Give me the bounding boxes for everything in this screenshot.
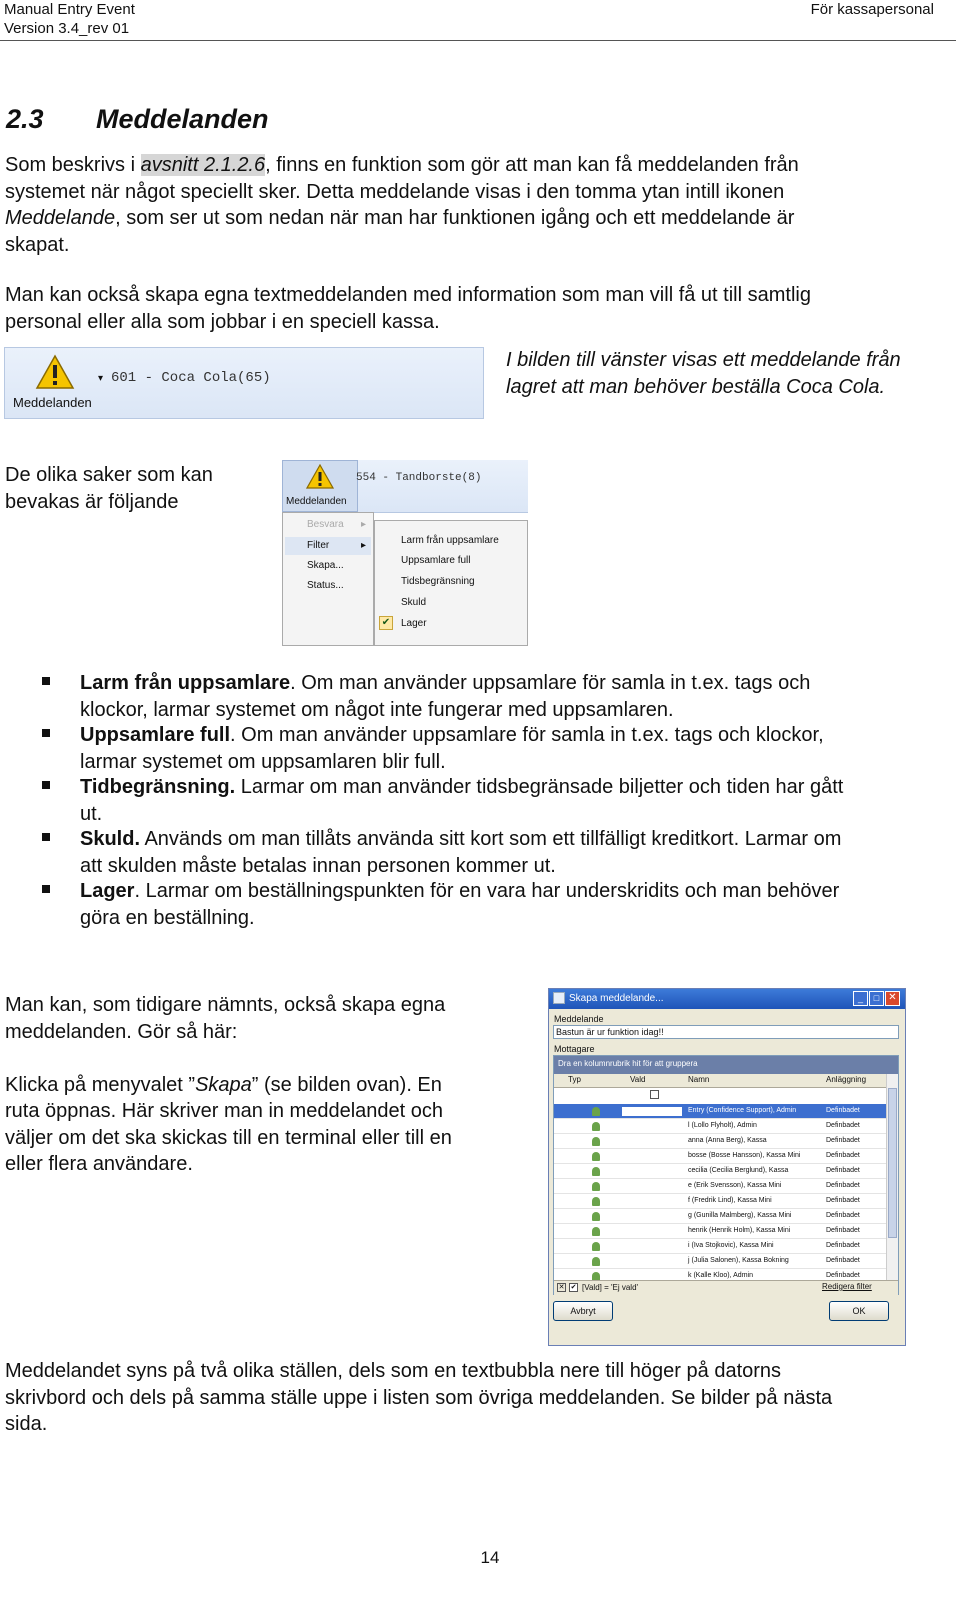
chevron-right-icon: ▸ bbox=[361, 540, 367, 551]
bullet-text: att skulden måste betalas innan personen kommer ut. bbox=[80, 854, 556, 877]
header-version: Version 3.4_rev 01 bbox=[4, 20, 130, 37]
para-text: meddelanden. Gör så här: bbox=[5, 1020, 238, 1043]
select-checkbox[interactable] bbox=[622, 1227, 682, 1236]
bullet-item bbox=[80, 826, 960, 879]
intro-paragraph bbox=[5, 152, 955, 258]
cell-facility: Definbadet bbox=[826, 1167, 860, 1174]
cancel-button[interactable]: Avbryt bbox=[553, 1301, 613, 1321]
bullet-term: Lager bbox=[80, 880, 135, 902]
group-panel bbox=[554, 1056, 898, 1074]
filter-bar bbox=[554, 1280, 898, 1295]
user-icon bbox=[592, 1227, 600, 1236]
intro-italic: Meddelande bbox=[5, 207, 116, 229]
intro-text: Som beskrivs i bbox=[5, 154, 141, 176]
intro-text: , finns en funktion som gör att man kan få meddelanden från bbox=[265, 154, 799, 176]
select-checkbox[interactable] bbox=[622, 1242, 682, 1251]
bullet-term: Skuld. bbox=[80, 828, 141, 850]
select-checkbox[interactable] bbox=[622, 1197, 682, 1206]
table-row[interactable] bbox=[554, 1194, 886, 1209]
user-icon bbox=[592, 1167, 600, 1176]
column-anlaggning[interactable]: Anläggning bbox=[826, 1075, 867, 1084]
grid-rows bbox=[554, 1104, 886, 1280]
caption-text: I bilden till vänster visas ett meddelande från bbox=[506, 349, 901, 371]
cell-name: g (Gunilla Malmberg), Kassa Mini bbox=[688, 1212, 792, 1219]
para-text: Man kan också skapa egna textmeddelanden med information som man vill få ut till samtlig bbox=[5, 284, 811, 306]
paragraph-4 bbox=[5, 992, 535, 1178]
cell-facility: Definbadet bbox=[826, 1152, 860, 1159]
bullet-text: . Larmar om beställningspunkten för en vara har underskridits och man behöver bbox=[134, 880, 840, 902]
para-text: väljer om det ska skickas till en terminal eller till en bbox=[5, 1126, 452, 1149]
cell-name: cecilia (Cecilia Berglund), Kassa bbox=[688, 1167, 789, 1174]
user-icon bbox=[592, 1242, 600, 1251]
table-row[interactable] bbox=[554, 1134, 886, 1149]
intro-text: systemet när något speciellt sker. Detta meddelande visas i den tomma ytan intill ikonen bbox=[5, 180, 785, 203]
bullet-text: Används om man tillåts använda sitt kort som ett tillfälligt kreditkort. Larmar om bbox=[140, 828, 842, 850]
section-number: 2.3 bbox=[6, 104, 44, 134]
menu-item-status[interactable]: Status... bbox=[307, 580, 344, 591]
para-italic: Skapa bbox=[195, 1073, 252, 1096]
submenu-item-skuld[interactable]: Skuld bbox=[401, 597, 427, 608]
user-icon bbox=[592, 1212, 600, 1221]
table-row[interactable] bbox=[554, 1104, 886, 1119]
menu-screenshot bbox=[282, 460, 528, 646]
section-title: Meddelanden bbox=[96, 104, 269, 134]
select-checkbox[interactable] bbox=[622, 1107, 682, 1116]
para-text: ” (se bilden ovan). En bbox=[251, 1073, 442, 1096]
message-field-label: Meddelande bbox=[554, 1014, 604, 1024]
table-row[interactable] bbox=[554, 1224, 886, 1239]
maximize-icon[interactable]: □ bbox=[869, 991, 884, 1006]
group-hint: Dra en kolumnrubrik hit för att gruppera bbox=[558, 1059, 698, 1068]
cell-name: bosse (Bosse Hansson), Kassa Mini bbox=[688, 1152, 801, 1159]
bullet-marker bbox=[42, 833, 50, 841]
user-icon bbox=[592, 1107, 600, 1116]
table-row[interactable] bbox=[554, 1179, 886, 1194]
paragraph-2 bbox=[5, 282, 955, 335]
table-row[interactable] bbox=[554, 1209, 886, 1224]
bullet-marker bbox=[42, 781, 50, 789]
bullet-term: Tidbegränsning. bbox=[80, 776, 236, 798]
menu-item-skapa[interactable]: Skapa... bbox=[307, 560, 344, 571]
header-rule bbox=[0, 40, 956, 41]
grid-header bbox=[554, 1074, 886, 1088]
paragraph-3 bbox=[5, 462, 265, 515]
cell-name: l (Lollo Flyholt), Admin bbox=[688, 1122, 757, 1129]
create-message-dialog bbox=[548, 988, 906, 1346]
message-bar-screenshot bbox=[4, 347, 484, 419]
para-text: Klicka på menyvalet ” bbox=[5, 1073, 196, 1096]
bullet-text: . Om man använder uppsamlare för samla in t.ex. tags och klockor, bbox=[230, 724, 824, 746]
select-checkbox[interactable] bbox=[622, 1212, 682, 1221]
bullet-item bbox=[80, 774, 960, 827]
para-text: bevakas är följande bbox=[5, 490, 179, 513]
user-icon bbox=[592, 1152, 600, 1161]
cell-facility: Definbadet bbox=[826, 1197, 860, 1204]
recipients-label: Mottagare bbox=[554, 1044, 595, 1054]
section-link[interactable]: avsnitt 2.1.2.6 bbox=[140, 154, 266, 176]
bullet-text: ut. bbox=[80, 802, 103, 825]
cell-facility: Definbadet bbox=[826, 1272, 860, 1279]
edit-filter-link[interactable]: Redigera filter bbox=[822, 1282, 872, 1291]
bullet-marker bbox=[42, 729, 50, 737]
select-checkbox[interactable] bbox=[622, 1257, 682, 1266]
cell-name: j (Julia Salonen), Kassa Bokning bbox=[688, 1257, 789, 1264]
bullet-term: Larm från uppsamlare bbox=[80, 672, 291, 694]
recipients-grid bbox=[553, 1055, 899, 1295]
intro-text: skapat. bbox=[5, 233, 70, 256]
submenu-item-larm[interactable]: Larm från uppsamlare bbox=[401, 535, 499, 546]
submenu-item-tidsbegransning[interactable]: Tidsbegränsning bbox=[401, 576, 475, 587]
bullet-item bbox=[80, 670, 960, 723]
meddelanden-label[interactable]: Meddelanden bbox=[13, 395, 92, 410]
caption-text: lagret att man behöver beställa Coca Cola. bbox=[506, 375, 886, 398]
warning-icon bbox=[35, 354, 75, 390]
user-icon bbox=[592, 1122, 600, 1131]
bullet-item bbox=[80, 722, 960, 775]
cell-facility: Definbadet bbox=[826, 1137, 860, 1144]
para-text: Meddelandet syns på två olika ställen, dels som en textbubbla nere till höger på datorns bbox=[5, 1360, 782, 1382]
menu-item-filter[interactable]: Filter bbox=[307, 540, 330, 551]
bullet-text: göra en beställning. bbox=[80, 906, 255, 929]
dialog-title: Skapa meddelande... bbox=[569, 993, 664, 1004]
filter-submenu bbox=[374, 520, 528, 646]
filter-enabled-checkbox[interactable]: ✔ bbox=[570, 1284, 577, 1291]
table-row[interactable] bbox=[554, 1254, 886, 1269]
close-icon[interactable]: ✕ bbox=[885, 991, 900, 1006]
para-text: Man kan, som tidigare nämnts, också skapa egna bbox=[5, 994, 446, 1016]
paragraph-5 bbox=[5, 1358, 955, 1438]
para-text: personal eller alla som jobbar i en speciell kassa. bbox=[5, 310, 440, 333]
cell-facility: Definbadet bbox=[826, 1107, 860, 1114]
header-audience: För kassapersonal bbox=[810, 1, 934, 18]
ok-button[interactable]: OK bbox=[829, 1301, 889, 1321]
vertical-scrollbar[interactable] bbox=[886, 1074, 898, 1280]
filter-text: [Vald] = 'Ej vald' bbox=[582, 1283, 639, 1292]
message-text[interactable]: 554 - Tandborste(8) bbox=[356, 472, 482, 484]
cell-name: henrik (Henrik Holm), Kassa Mini bbox=[688, 1227, 791, 1234]
user-icon bbox=[592, 1182, 600, 1191]
select-checkbox[interactable] bbox=[622, 1122, 682, 1131]
para-text: eller flera användare. bbox=[5, 1153, 193, 1175]
table-row[interactable] bbox=[554, 1149, 886, 1164]
para-text: De olika saker som kan bbox=[5, 464, 213, 486]
cell-facility: Definbadet bbox=[826, 1227, 860, 1234]
cell-facility: Definbadet bbox=[826, 1182, 860, 1189]
bullet-text: larmar systemet om uppsamlaren blir full. bbox=[80, 750, 446, 773]
select-checkbox[interactable] bbox=[622, 1152, 682, 1161]
user-icon bbox=[592, 1137, 600, 1146]
warning-icon bbox=[306, 464, 334, 490]
cell-facility: Definbadet bbox=[826, 1242, 860, 1249]
table-row[interactable] bbox=[554, 1164, 886, 1179]
bullet-item bbox=[80, 878, 960, 931]
intro-text: , som ser ut som nedan när man har funktionen igång och ett meddelande är bbox=[115, 207, 795, 229]
page-number: 14 bbox=[480, 1548, 500, 1567]
message-text[interactable]: 601 - Coca Cola(65) bbox=[111, 370, 271, 386]
user-icon bbox=[592, 1197, 600, 1206]
bullet-text: Larmar om man använder tidsbegränsade biljetter och tiden har gått bbox=[235, 776, 844, 798]
dropdown-arrow-icon[interactable]: ▾ bbox=[98, 373, 104, 384]
menu-item-besvara[interactable]: Besvara bbox=[307, 519, 344, 530]
scrollbar-thumb[interactable] bbox=[888, 1088, 897, 1238]
cell-name: Entry (Confidence Support), Admin bbox=[688, 1107, 797, 1114]
select-checkbox[interactable] bbox=[622, 1167, 682, 1176]
cell-facility: Definbadet bbox=[826, 1257, 860, 1264]
cell-name: i (Iva Stojkovic), Kassa Mini bbox=[688, 1242, 774, 1249]
clear-filter-icon[interactable]: ✕ bbox=[558, 1284, 565, 1291]
message-input[interactable] bbox=[553, 1025, 899, 1039]
cell-name: f (Fredrik Lind), Kassa Mini bbox=[688, 1197, 772, 1204]
cell-name: anna (Anna Berg), Kassa bbox=[688, 1137, 767, 1144]
bullet-term: Uppsamlare full bbox=[80, 724, 231, 746]
chevron-right-icon: ▸ bbox=[361, 519, 367, 530]
figure1-caption bbox=[506, 347, 956, 400]
table-row[interactable] bbox=[554, 1119, 886, 1134]
app-icon bbox=[553, 992, 565, 1004]
bullet-text: . Om man använder uppsamlare för samla in t.ex. tags och bbox=[290, 672, 811, 694]
context-menu bbox=[282, 512, 374, 646]
select-checkbox[interactable] bbox=[622, 1137, 682, 1146]
submenu-item-lager[interactable]: Lager bbox=[401, 618, 427, 629]
column-namn[interactable]: Namn bbox=[688, 1075, 710, 1084]
submenu-item-uppsamlare-full[interactable]: Uppsamlare full bbox=[401, 555, 471, 566]
check-icon: ✔ bbox=[379, 616, 393, 630]
user-icon bbox=[592, 1257, 600, 1266]
meddelanden-label[interactable]: Meddelanden bbox=[286, 496, 347, 507]
table-row[interactable] bbox=[554, 1239, 886, 1254]
select-checkbox[interactable] bbox=[622, 1182, 682, 1191]
cell-name: e (Erik Svensson), Kassa Mini bbox=[688, 1182, 782, 1189]
minimize-icon[interactable]: _ bbox=[853, 991, 868, 1006]
para-text: sida. bbox=[5, 1413, 48, 1435]
filter-checkbox[interactable] bbox=[650, 1090, 659, 1099]
table-row[interactable] bbox=[554, 1269, 886, 1280]
cell-facility: Definbadet bbox=[826, 1212, 860, 1219]
column-typ[interactable]: Typ bbox=[568, 1075, 581, 1084]
select-checkbox[interactable] bbox=[622, 1272, 682, 1280]
bullet-marker bbox=[42, 885, 50, 893]
message-input-value: Bastun är ur funktion idag!! bbox=[556, 1027, 664, 1037]
para-text: skrivbord och dels på samma ställe uppe i listen som övriga meddelanden. Se bilder på nästa bbox=[5, 1386, 833, 1409]
cell-name: k (Kalle Kloo), Admin bbox=[688, 1272, 753, 1279]
bullet-marker bbox=[42, 677, 50, 685]
column-vald[interactable]: Vald bbox=[630, 1075, 646, 1084]
para-text: ruta öppnas. Här skriver man in meddelandet och bbox=[5, 1100, 444, 1122]
bullet-text: klockor, larmar systemet om något inte fungerar med uppsamlaren. bbox=[80, 698, 674, 721]
header-doc-title: Manual Entry Event bbox=[4, 1, 135, 18]
cell-facility: Definbadet bbox=[826, 1122, 860, 1129]
user-icon bbox=[592, 1272, 600, 1280]
